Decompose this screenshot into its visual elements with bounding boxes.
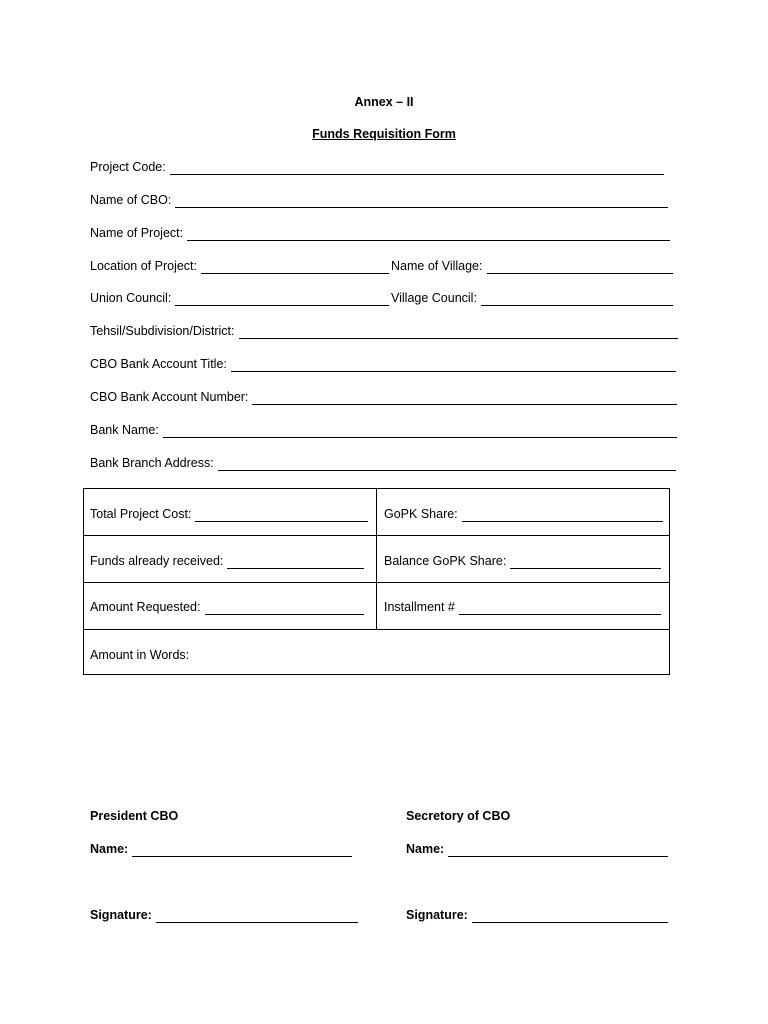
president-signature-label: Signature: — [90, 908, 152, 922]
table-column-divider — [376, 489, 377, 630]
village-council-line — [481, 293, 673, 306]
balance-gopk-share-line — [510, 556, 661, 569]
name-cbo-line — [175, 195, 668, 208]
installment-field[interactable] — [384, 599, 661, 615]
secretary-signature-label: Signature: — [406, 908, 468, 922]
project-code-label: Project Code: — [90, 160, 166, 174]
name-cbo-label: Name of CBO: — [90, 193, 172, 207]
installment-line — [459, 602, 661, 615]
president-signature-field[interactable] — [90, 907, 358, 923]
union-council-line — [175, 293, 389, 306]
president-title: President CBO — [90, 809, 179, 823]
location-project-label: Location of Project: — [90, 259, 198, 273]
tehsil-label: Tehsil/Subdivision/District: — [90, 324, 235, 338]
bank-name-line — [163, 425, 677, 438]
union-council-label: Union Council: — [90, 291, 172, 305]
secretary-name-line — [448, 844, 668, 857]
tehsil-field[interactable] — [90, 323, 678, 339]
name-village-field[interactable] — [391, 258, 673, 274]
bank-account-title-label: CBO Bank Account Title: — [90, 357, 227, 371]
president-name-label: Name: — [90, 842, 129, 856]
bank-account-title-field[interactable] — [90, 356, 676, 372]
amount-in-words-label: Amount in Words: — [90, 648, 190, 662]
form-title: Funds Requisition Form — [312, 127, 456, 141]
location-project-field[interactable] — [90, 258, 389, 274]
secretary-signature-field[interactable] — [406, 907, 668, 923]
project-code-field[interactable] — [90, 159, 664, 175]
bank-account-number-field[interactable] — [90, 389, 677, 405]
location-project-line — [201, 261, 389, 274]
bank-branch-address-field[interactable] — [90, 455, 676, 471]
total-project-cost-label: Total Project Cost: — [90, 507, 192, 521]
bank-branch-address-label: Bank Branch Address: — [90, 456, 214, 470]
total-project-cost-line — [195, 509, 368, 522]
name-project-label: Name of Project: — [90, 226, 184, 240]
gopk-share-label: GoPK Share: — [384, 507, 458, 521]
gopk-share-line — [462, 509, 663, 522]
village-council-field[interactable] — [391, 290, 673, 306]
balance-gopk-share-label: Balance GoPK Share: — [384, 554, 507, 568]
president-name-field[interactable] — [90, 841, 352, 857]
amount-requested-line — [205, 602, 365, 615]
union-council-field[interactable] — [90, 290, 389, 306]
secretary-title: Secretory of CBO — [406, 809, 511, 823]
name-village-label: Name of Village: — [391, 259, 483, 273]
bank-account-number-line — [252, 392, 677, 405]
annex-heading: Annex – II — [354, 95, 414, 109]
secretary-name-label: Name: — [406, 842, 445, 856]
president-name-line — [132, 844, 352, 857]
name-project-field[interactable] — [90, 225, 670, 241]
funds-received-line — [227, 556, 364, 569]
funds-received-label: Funds already received: — [90, 554, 224, 568]
secretary-signature-line — [472, 910, 668, 923]
bank-name-label: Bank Name: — [90, 423, 159, 437]
amount-requested-label: Amount Requested: — [90, 600, 201, 614]
name-cbo-field[interactable] — [90, 192, 668, 208]
village-council-label: Village Council: — [391, 291, 477, 305]
tehsil-line — [239, 326, 679, 339]
bank-account-number-label: CBO Bank Account Number: — [90, 390, 249, 404]
funds-received-field[interactable] — [90, 553, 364, 569]
total-project-cost-field[interactable] — [90, 506, 368, 522]
president-signature-line — [156, 910, 358, 923]
secretary-name-field[interactable] — [406, 841, 668, 857]
bank-branch-address-line — [218, 458, 676, 471]
project-code-line — [170, 162, 664, 175]
name-village-line — [487, 261, 674, 274]
gopk-share-field[interactable] — [384, 506, 663, 522]
name-project-line — [187, 228, 670, 241]
installment-label: Installment # — [384, 600, 455, 614]
bank-account-title-line — [231, 359, 676, 372]
bank-name-field[interactable] — [90, 422, 677, 438]
amount-requested-field[interactable] — [90, 599, 364, 615]
balance-gopk-share-field[interactable] — [384, 553, 661, 569]
